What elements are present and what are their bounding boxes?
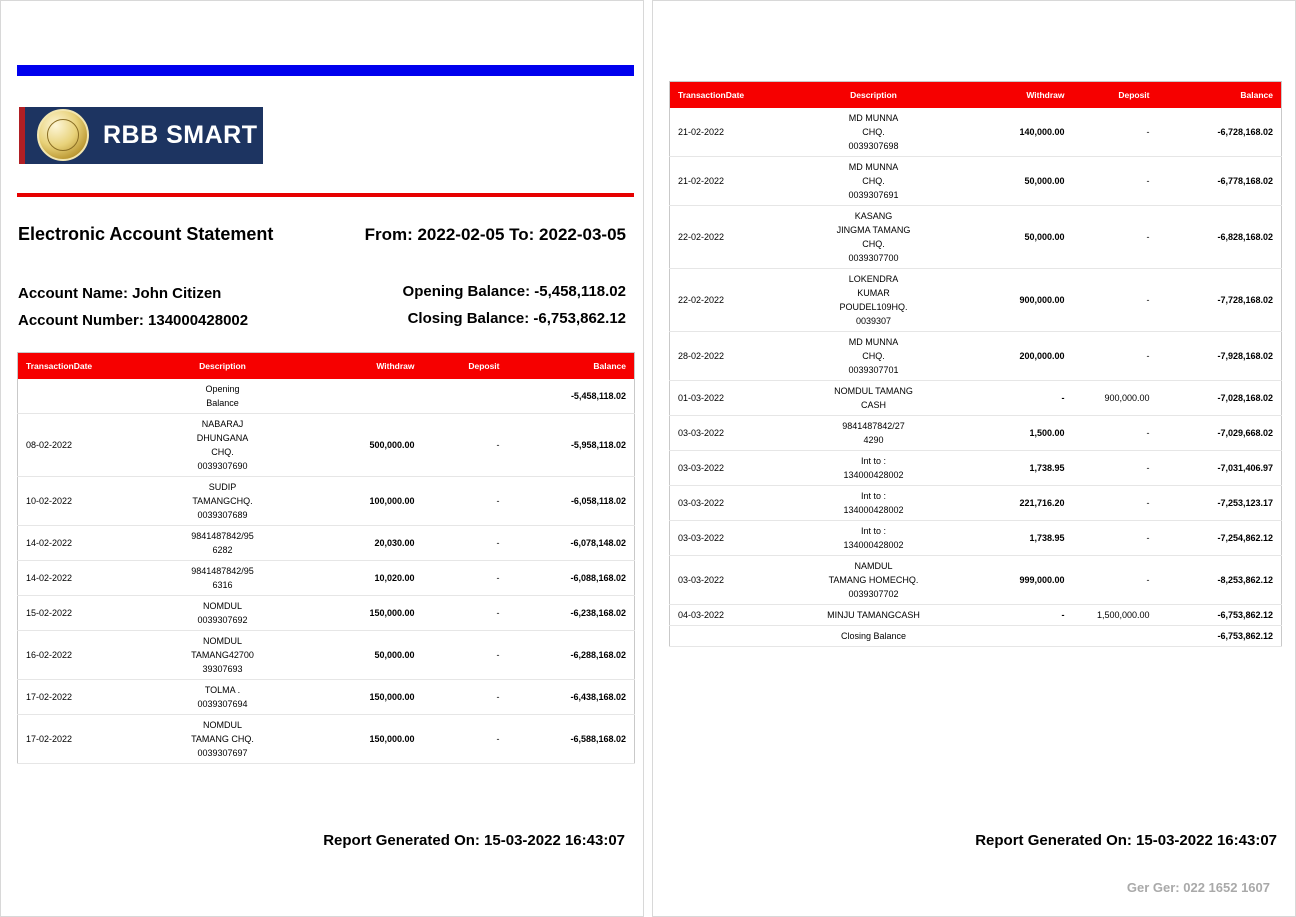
statement-page-1 <box>0 0 644 917</box>
cell-description <box>128 680 318 715</box>
cell-deposit: - <box>423 596 508 631</box>
cell-transaction-date: 10-02-2022 <box>18 477 128 526</box>
account-name: Account Name: John Citizen <box>18 285 222 302</box>
description-line: KASANG <box>854 211 893 221</box>
cell-description <box>780 108 968 157</box>
cell-withdraw: 200,000.00 <box>968 332 1073 381</box>
cell-withdraw: - <box>968 605 1073 626</box>
cell-withdraw: 221,716.20 <box>968 486 1073 521</box>
cell-withdraw: 20,030.00 <box>318 526 423 561</box>
cell-withdraw: 500,000.00 <box>318 414 423 477</box>
cell-transaction-date: 15-02-2022 <box>18 596 128 631</box>
cell-description <box>128 561 318 596</box>
column-header-withdraw: Withdraw <box>968 82 1073 109</box>
transactions-body-page-2 <box>670 108 1282 647</box>
cell-transaction-date: 28-02-2022 <box>670 332 780 381</box>
column-header-withdraw: Withdraw <box>318 353 423 380</box>
cell-withdraw: 1,738.95 <box>968 521 1073 556</box>
blue-divider-bar <box>17 65 634 76</box>
red-divider-bar <box>17 193 634 197</box>
description-line: CASH <box>860 400 886 410</box>
cell-description <box>780 605 968 626</box>
cell-transaction-date: 22-02-2022 <box>670 206 780 269</box>
description-line: 134000428002 <box>843 470 904 480</box>
column-header-description: Description <box>780 82 968 109</box>
description-line: MD MUNNA <box>848 162 899 172</box>
description-line: SUDIP <box>208 482 237 492</box>
cell-withdraw: 140,000.00 <box>968 108 1073 157</box>
cell-withdraw: 150,000.00 <box>318 715 423 764</box>
description-line: MD MUNNA <box>848 113 899 123</box>
cell-description <box>128 526 318 561</box>
description-line: 0039307702 <box>848 589 899 599</box>
cell-withdraw: 100,000.00 <box>318 477 423 526</box>
cell-deposit: - <box>1073 521 1158 556</box>
column-header-deposit: Deposit <box>423 353 508 380</box>
transactions-body-page-1 <box>18 379 635 764</box>
cell-transaction-date: 21-02-2022 <box>670 108 780 157</box>
description-line: 6282 <box>212 545 233 555</box>
cell-deposit: - <box>1073 332 1158 381</box>
cell-withdraw: 10,020.00 <box>318 561 423 596</box>
cell-balance: -6,753,862.12 <box>1158 605 1282 626</box>
cell-deposit <box>1073 626 1158 647</box>
cell-balance: -8,253,862.12 <box>1158 556 1282 605</box>
column-header-balance: Balance <box>1158 82 1282 109</box>
cell-deposit: - <box>423 680 508 715</box>
column-header-description: Description <box>128 353 318 380</box>
cell-balance: -5,958,118.02 <box>508 414 635 477</box>
table-row <box>670 108 1282 157</box>
description-line: CHQ. <box>862 127 885 137</box>
cell-description <box>780 332 968 381</box>
description-line: JINGMA TAMANG <box>836 225 911 235</box>
cell-transaction-date: 08-02-2022 <box>18 414 128 477</box>
description-line: 0039307689 <box>197 510 248 520</box>
cell-transaction-date: 03-03-2022 <box>670 451 780 486</box>
cell-withdraw: 150,000.00 <box>318 596 423 631</box>
table-row <box>670 521 1282 556</box>
cell-balance: -7,928,168.02 <box>1158 332 1282 381</box>
cell-deposit: - <box>423 526 508 561</box>
cell-balance: -7,253,123.17 <box>1158 486 1282 521</box>
cell-transaction-date: 01-03-2022 <box>670 381 780 416</box>
cell-deposit: - <box>423 561 508 596</box>
cell-balance: -6,778,168.02 <box>1158 157 1282 206</box>
table-row <box>670 416 1282 451</box>
account-meta-right <box>403 278 626 332</box>
cell-description <box>128 631 318 680</box>
closing-balance: Closing Balance: -6,753,862.12 <box>407 310 626 327</box>
transactions-table-page-2 <box>669 81 1282 647</box>
table-row <box>670 556 1282 605</box>
cell-description <box>780 451 968 486</box>
cell-withdraw: 50,000.00 <box>318 631 423 680</box>
description-line: Balance <box>206 398 239 408</box>
table-row <box>18 414 635 477</box>
description-line: Opening <box>205 384 240 394</box>
description-line: NAMDUL <box>854 561 893 571</box>
cell-withdraw: 50,000.00 <box>968 157 1073 206</box>
description-line: 134000428002 <box>843 540 904 550</box>
cell-deposit: 1,500,000.00 <box>1073 605 1158 626</box>
description-line: 0039307690 <box>197 461 248 471</box>
cell-withdraw: 999,000.00 <box>968 556 1073 605</box>
cell-description <box>780 521 968 556</box>
cell-transaction-date: 03-03-2022 <box>670 556 780 605</box>
cell-balance: -6,588,168.02 <box>508 715 635 764</box>
cell-description <box>780 626 968 647</box>
description-line: 0039307694 <box>197 699 248 709</box>
cell-deposit: - <box>1073 416 1158 451</box>
column-header-transaction-date: TransactionDate <box>670 82 780 109</box>
cell-deposit: - <box>423 631 508 680</box>
cell-transaction-date <box>670 626 780 647</box>
column-header-transaction-date: TransactionDate <box>18 353 128 380</box>
description-line: 0039307701 <box>848 365 899 375</box>
cell-transaction-date: 03-03-2022 <box>670 416 780 451</box>
description-line: 0039307700 <box>848 253 899 263</box>
statement-page-2 <box>652 0 1296 917</box>
bank-logo-text: RBB SMART <box>103 121 258 149</box>
cell-deposit: 900,000.00 <box>1073 381 1158 416</box>
cell-withdraw: - <box>968 381 1073 416</box>
description-line: 39307693 <box>202 664 243 674</box>
description-line: 0039307 <box>855 316 892 326</box>
table-row <box>18 631 635 680</box>
cell-balance: -7,029,668.02 <box>1158 416 1282 451</box>
description-line: Int to : <box>860 526 886 536</box>
description-line: TOLMA . <box>204 685 241 695</box>
table-row <box>18 477 635 526</box>
description-line: NOMDUL TAMANG <box>834 386 913 396</box>
cell-balance: -7,028,168.02 <box>1158 381 1282 416</box>
cell-balance: -6,078,148.02 <box>508 526 635 561</box>
description-line: 6316 <box>212 580 233 590</box>
cell-balance: -6,058,118.02 <box>508 477 635 526</box>
table-row <box>670 626 1282 647</box>
cell-withdraw <box>968 626 1073 647</box>
cell-withdraw: 900,000.00 <box>968 269 1073 332</box>
table-row <box>18 379 635 414</box>
description-line: 9841487842/27 <box>842 421 905 431</box>
footer-secondary-line: Ger Ger: 022 1652 1607 <box>1126 880 1270 895</box>
account-meta-left <box>18 280 248 334</box>
cell-description <box>780 157 968 206</box>
cell-deposit: - <box>423 715 508 764</box>
description-line: NOMDUL <box>202 636 242 646</box>
table-row <box>670 486 1282 521</box>
cell-withdraw: 50,000.00 <box>968 206 1073 269</box>
table-row <box>670 451 1282 486</box>
description-line: NOMDUL <box>202 720 242 730</box>
description-line: 4290 <box>863 435 884 445</box>
description-line: KUMAR <box>857 288 890 298</box>
description-line: CHQ. <box>862 239 885 249</box>
table-row <box>670 206 1282 269</box>
table-row <box>18 526 635 561</box>
cell-description <box>128 596 318 631</box>
cell-balance: -6,288,168.02 <box>508 631 635 680</box>
cell-balance: -6,088,168.02 <box>508 561 635 596</box>
cell-deposit <box>423 379 508 414</box>
bank-seal-icon <box>37 109 89 161</box>
account-number: Account Number: 134000428002 <box>18 312 249 329</box>
cell-withdraw: 1,738.95 <box>968 451 1073 486</box>
cell-transaction-date: 03-03-2022 <box>670 521 780 556</box>
cell-deposit: - <box>423 477 508 526</box>
cell-withdraw <box>318 379 423 414</box>
statement-period: From: 2022-02-05 To: 2022-03-05 <box>364 225 626 244</box>
cell-description <box>780 486 968 521</box>
cell-withdraw: 1,500.00 <box>968 416 1073 451</box>
description-line: LOKENDRA <box>848 274 899 284</box>
cell-description <box>780 269 968 332</box>
description-line: 0039307692 <box>197 615 248 625</box>
cell-balance: -6,238,168.02 <box>508 596 635 631</box>
description-line: Closing Balance <box>840 631 907 641</box>
description-line: CHQ. <box>211 447 234 457</box>
cell-transaction-date: 17-02-2022 <box>18 680 128 715</box>
cell-deposit: - <box>423 414 508 477</box>
cell-balance: -5,458,118.02 <box>508 379 635 414</box>
cell-balance: -6,753,862.12 <box>1158 626 1282 647</box>
description-line: 0039307691 <box>848 190 899 200</box>
cell-balance: -6,828,168.02 <box>1158 206 1282 269</box>
cell-deposit: - <box>1073 269 1158 332</box>
description-line: NABARAJ <box>201 419 244 429</box>
report-generated-footer-2: Report Generated On: 15-03-2022 16:43:07 <box>975 832 1277 849</box>
cell-description <box>128 715 318 764</box>
description-line: CHQ. <box>862 351 885 361</box>
table-row <box>670 157 1282 206</box>
table-row <box>670 605 1282 626</box>
cell-transaction-date: 16-02-2022 <box>18 631 128 680</box>
description-line: 0039307698 <box>848 141 899 151</box>
cell-description <box>128 414 318 477</box>
description-line: 0039307697 <box>197 748 248 758</box>
cell-transaction-date: 22-02-2022 <box>670 269 780 332</box>
cell-description <box>128 477 318 526</box>
cell-deposit: - <box>1073 108 1158 157</box>
description-line: TAMANG HOMECHQ. <box>828 575 919 585</box>
cell-transaction-date: 14-02-2022 <box>18 561 128 596</box>
cell-deposit: - <box>1073 451 1158 486</box>
description-line: TAMANG42700 <box>191 650 254 660</box>
cell-balance: -7,728,168.02 <box>1158 269 1282 332</box>
description-line: MD MUNNA <box>848 337 899 347</box>
cell-balance: -6,728,168.02 <box>1158 108 1282 157</box>
report-generated-footer-1: Report Generated On: 15-03-2022 16:43:07 <box>323 832 625 849</box>
cell-transaction-date: 17-02-2022 <box>18 715 128 764</box>
description-line: DHUNGANA <box>196 433 249 443</box>
cell-transaction-date: 04-03-2022 <box>670 605 780 626</box>
description-line: 134000428002 <box>843 505 904 515</box>
cell-deposit: - <box>1073 556 1158 605</box>
description-line: Int to : <box>860 491 886 501</box>
cell-transaction-date: 14-02-2022 <box>18 526 128 561</box>
cell-description <box>780 206 968 269</box>
table-row <box>670 269 1282 332</box>
table-row <box>18 715 635 764</box>
cell-balance: -6,438,168.02 <box>508 680 635 715</box>
cell-transaction-date: 03-03-2022 <box>670 486 780 521</box>
table-row <box>18 596 635 631</box>
table-row <box>670 381 1282 416</box>
description-line: 9841487842/95 <box>191 566 254 576</box>
table-row <box>18 680 635 715</box>
cell-description <box>780 416 968 451</box>
column-header-deposit: Deposit <box>1073 82 1158 109</box>
page-title: Electronic Account Statement <box>18 224 274 244</box>
cell-deposit: - <box>1073 486 1158 521</box>
cell-transaction-date: 21-02-2022 <box>670 157 780 206</box>
transactions-table-page-1 <box>17 352 635 764</box>
column-header-balance: Balance <box>508 353 635 380</box>
table-header-row <box>670 82 1282 109</box>
description-line: NOMDUL <box>202 601 242 611</box>
cell-balance: -7,031,406.97 <box>1158 451 1282 486</box>
table-row <box>670 332 1282 381</box>
cell-description <box>780 556 968 605</box>
description-line: Int to : <box>860 456 886 466</box>
opening-balance: Opening Balance: -5,458,118.02 <box>402 283 626 300</box>
description-line: CHQ. <box>862 176 885 186</box>
table-row <box>18 561 635 596</box>
cell-deposit: - <box>1073 206 1158 269</box>
cell-balance: -7,254,862.12 <box>1158 521 1282 556</box>
cell-description <box>780 381 968 416</box>
description-line: POUDEL109HQ. <box>839 302 908 312</box>
cell-description <box>128 379 318 414</box>
table-header-row <box>18 353 635 380</box>
description-line: TAMANGCHQ. <box>192 496 253 506</box>
cell-transaction-date <box>18 379 128 414</box>
cell-withdraw: 150,000.00 <box>318 680 423 715</box>
cell-deposit: - <box>1073 157 1158 206</box>
description-line: MINJU TAMANGCASH <box>827 610 920 620</box>
description-line: 9841487842/95 <box>191 531 254 541</box>
description-line: TAMANG CHQ. <box>191 734 254 744</box>
